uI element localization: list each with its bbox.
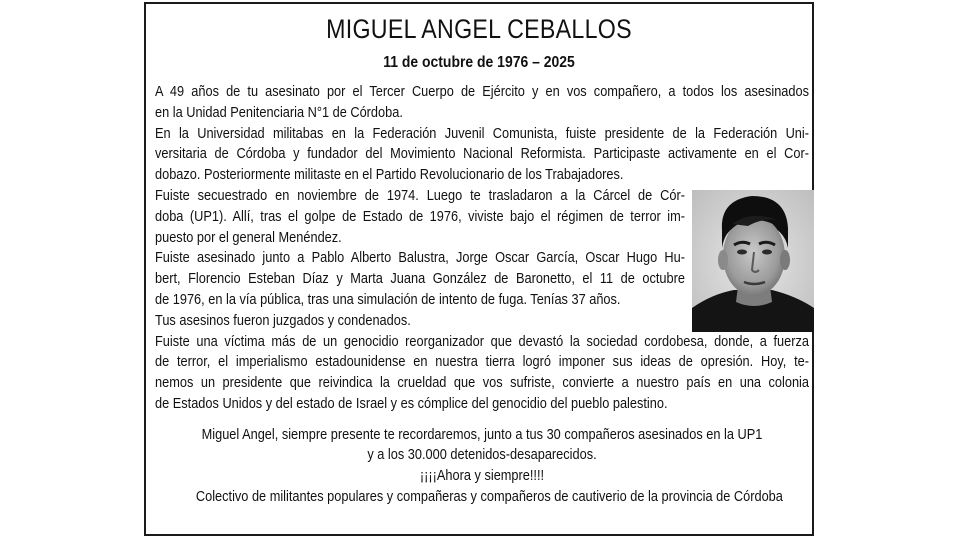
body-line: bert, Florencio Esteban Díaz y Marta Juana González de Baronetto, el 11 de octubre <box>155 271 685 288</box>
body-line: versitaria de Córdoba y fundador del Movimiento Nacional Reformista. Participaste activamente en el Cor- <box>155 146 809 163</box>
closing-line: ¡¡¡¡Ahora y siempre!!!! <box>419 468 545 484</box>
obituary-notice <box>144 2 814 536</box>
body-line: de terror, el imperialismo estadounidense en nuestra tierra logró imponer sus ideas de opresión. Hoy, te- <box>155 354 809 371</box>
notice-dates: 11 de octubre de 1976 – 2025 <box>383 54 575 71</box>
body-line: En la Universidad militabas en la Federación Juvenil Comunista, fuiste presidente de la Federación Uni- <box>155 125 809 142</box>
body-line: Fuiste asesinado junto a Pablo Alberto Balustra, Jorge Oscar García, Oscar Hugo Hu- <box>155 250 685 267</box>
body-line: Tus asesinos fueron juzgados y condenados. <box>155 312 411 329</box>
body-line: Fuiste una víctima más de un genocidio reorganizador que devastó la sociedad cordobesa, donde, a fuerza <box>155 333 809 350</box>
notice-title: MIGUEL ANGEL CEBALLOS <box>326 14 632 44</box>
portrait-image <box>692 190 814 332</box>
signature-line: Colectivo de militantes populares y compañeras y compañeros de cautiverio de la provincia de Córdoba <box>195 488 783 505</box>
body-line: puesto por el general Menéndez. <box>155 229 342 246</box>
body-line: de Estados Unidos y del estado de Israel y es cómplice del genocidio del pueblo palestino. <box>155 396 668 412</box>
body-line: Fuiste secuestrado en noviembre de 1974. Luego te trasladaron a la Cárcel de Cór- <box>155 188 685 204</box>
portrait-photo <box>692 190 814 332</box>
body-line: doba (UP1). Allí, tras el golpe de Estado de 1976, viviste bajo el régimen de terror im- <box>155 208 685 225</box>
body-line: en la Unidad Penitenciaria N°1 de Córdoba. <box>155 104 403 121</box>
body-line: A 49 años de tu asesinato por el Tercer Cuerpo de Ejército y en vos compañero, a todos los asesinados <box>155 84 809 100</box>
body-line: nemos un presidente que reivindica la crueldad que vos sufriste, convierte a nuestro país en una colonia <box>155 375 809 392</box>
body-line: de 1976, en la vía pública, tras una simulación de intento de fuga. Tenías 37 años. <box>155 292 621 308</box>
closing-line: y a los 30.000 detenidos-desaparecidos. <box>367 447 597 464</box>
body-line: dobazo. Posteriormente militaste en el Partido Revolucionario de los Trabajadores. <box>155 167 624 184</box>
closing-line: Miguel Angel, siempre presente te recordaremos, junto a tus 30 compañeros asesinados en la UP1 <box>201 426 763 443</box>
